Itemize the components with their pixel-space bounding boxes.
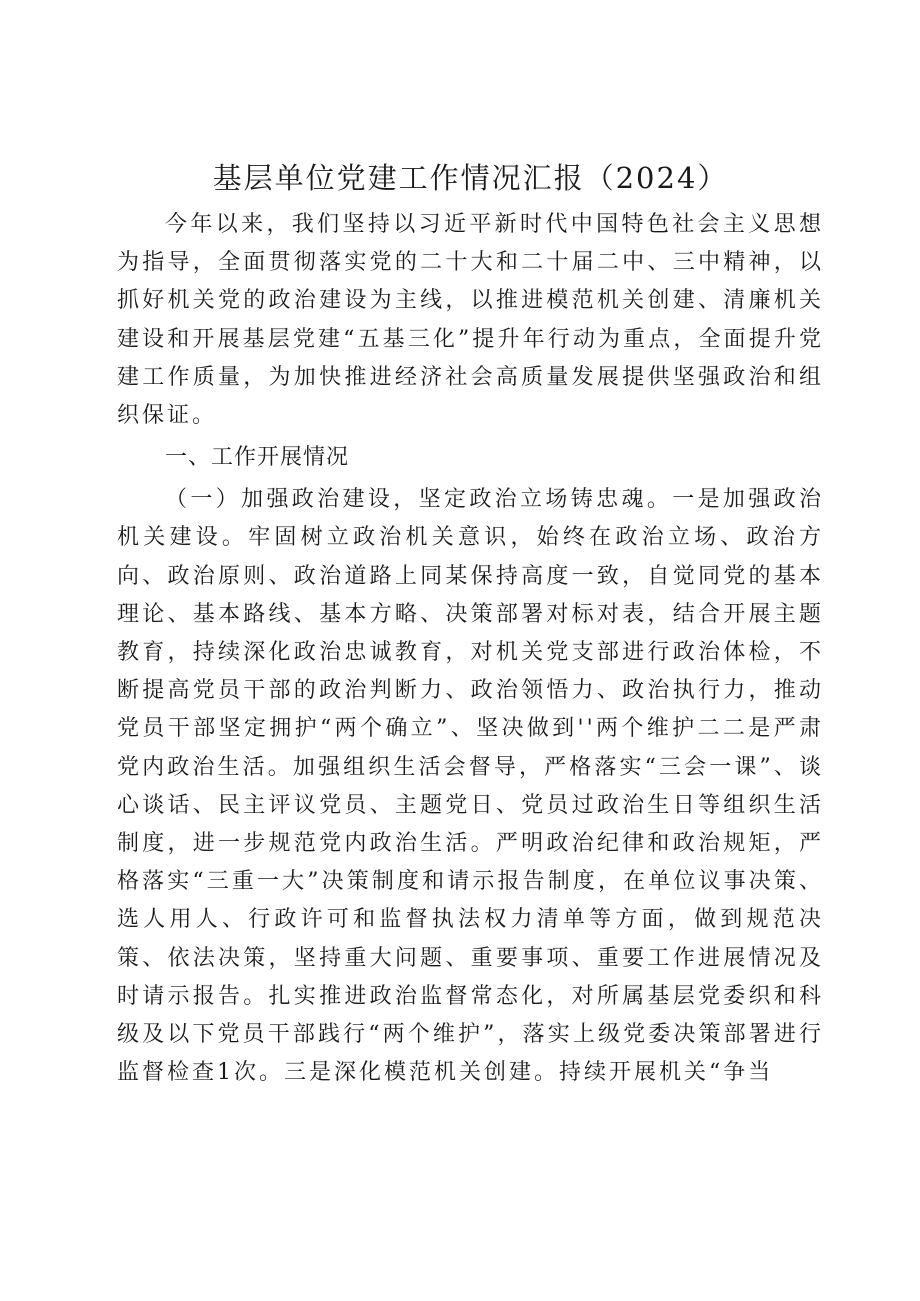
section-heading: 一、工作开展情况 — [165, 445, 350, 471]
body-paragraph: （一）加强政治建设，坚定政治立场铸忠魂。一是加强政治机关建设。牢固树立政治机关意识，始终在政治立场、政治方向、政治原则、政治道路上同某保持高度一致，自觉同党的基本理论、基本路线、基本方略、决策部署对标对表，结合开展主题教育，持续深化政治忠诚教育，对机关党支部进行政治体检，不断提高党员干部的政治判断力、政治领悟力、政治执行力，推动党员干部坚定拥护“两个确立”、坚决做到''两个维护二二是严肃党内政治生活。加强组织生活会督导，严格落实“三会一课”、谈心谈话、民主评议党员、主题党日、党员过政治生日等组织生活制度，进一步规范党内政治生活。严明政治纪律和政治规矩，严格落实“三重一大”决策制度和请示报告制度，在单位议事决策、选人用人、行政许可和监督执法权力清单等方面，做到规范决策、依法决策，坚持重大问题、重要事项、重要工作进展情况及时请示报告。扎实推进政治监督常态化，对所属基层党委织和科级及以下党员干部践行“两个维护”，落实上级党委决策部署进行监督检查1次。三是深化模范机关创建。持续开展机关“争当 — [117, 487, 824, 1086]
document-title: 基层单位党建工作情况汇报（2024） — [212, 161, 729, 195]
intro-paragraph: 今年以来，我们坚持以习近平新时代中国特色社会主义思想为指导，全面贯彻落实党的二十大和二十届二中、三中精神，以抓好机关党的政治建设为主线，以推进模范机关创建、清廉机关建设和开展基层党建“五基三化”提升年行动为重点，全面提升党建工作质量，为加快推进经济社会高质量发展提供坚强政治和组织保证。 — [117, 212, 824, 429]
